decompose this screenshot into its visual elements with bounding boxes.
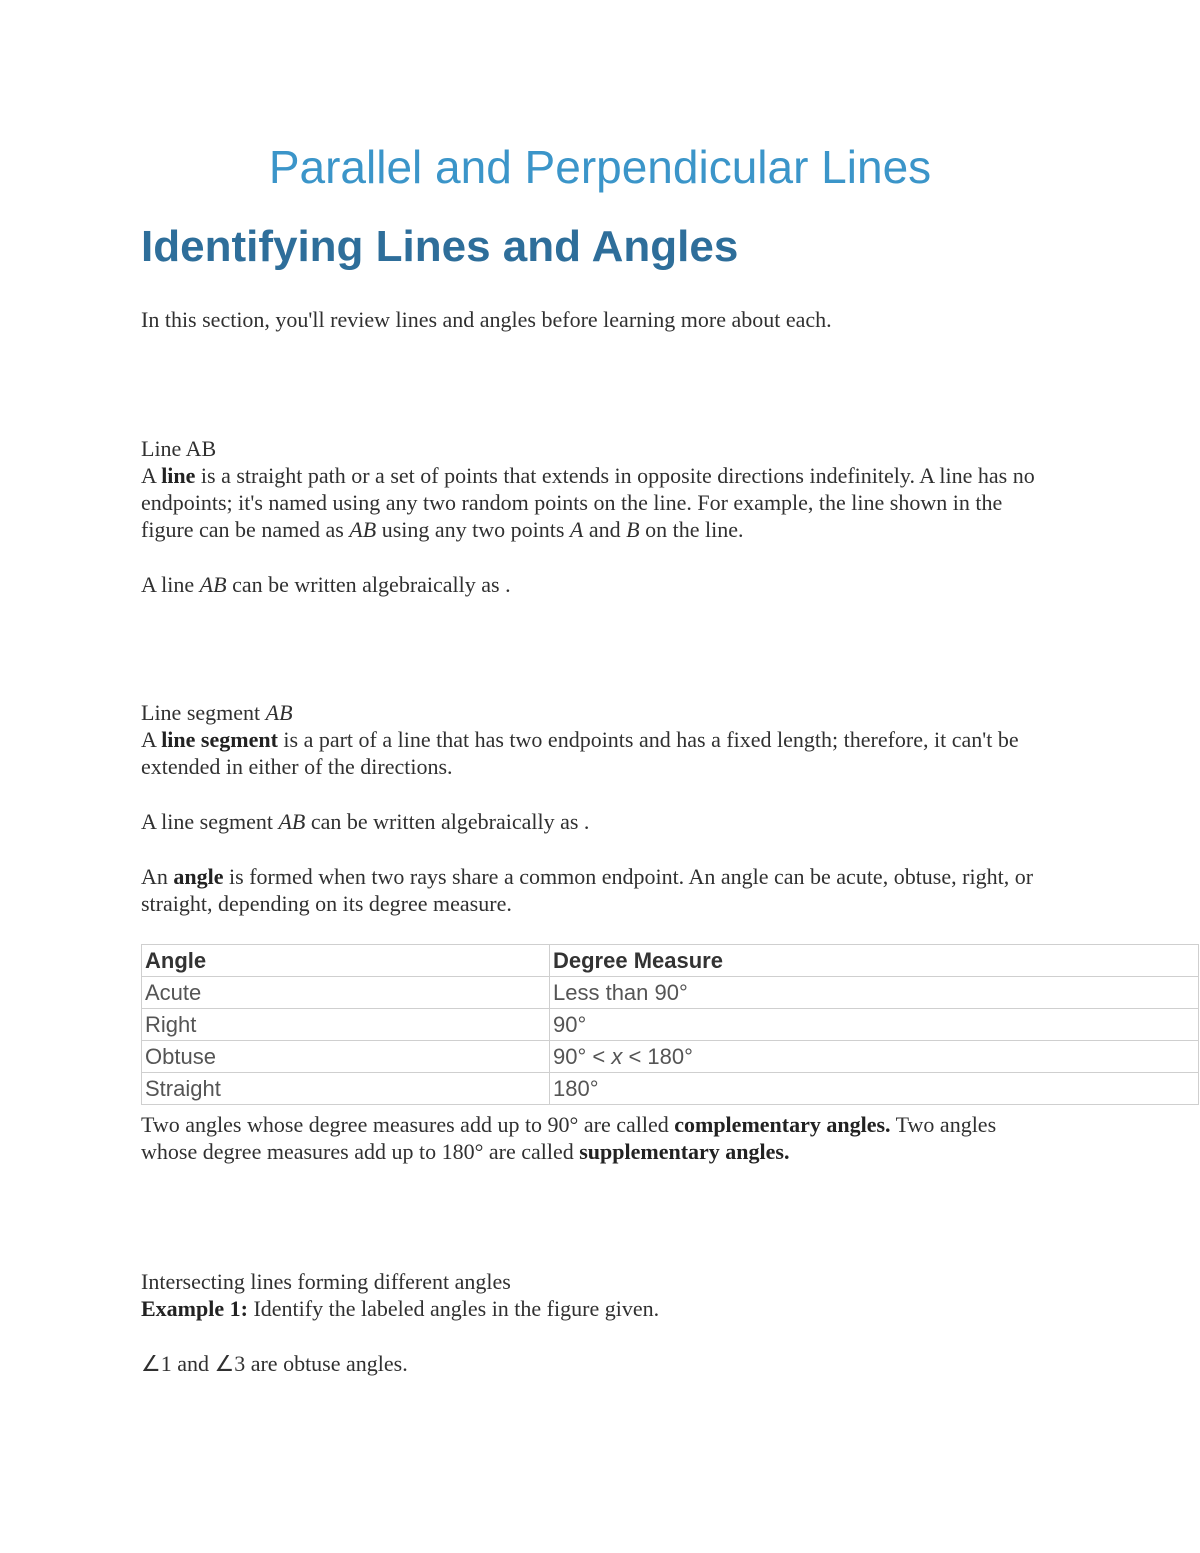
segment-notation: A line segment AB can be written algebraically as . (141, 809, 590, 834)
cell-angle: Straight (142, 1073, 550, 1105)
document-title: Parallel and Perpendicular Lines (268, 141, 932, 193)
example-1: Example 1: Identify the labeled angles in the figure given. (141, 1296, 660, 1321)
cell-measure: 90° < x < 180° (550, 1041, 1199, 1073)
cell-measure: 90° (550, 1009, 1199, 1041)
table-row (142, 1041, 1199, 1073)
table-row (142, 1009, 1199, 1041)
cell-angle: Obtuse (142, 1041, 550, 1073)
cell-measure: Less than 90° (550, 977, 1199, 1009)
section-heading: Identifying Lines and Angles (141, 222, 739, 271)
cell-angle: Right (142, 1009, 550, 1041)
table-header-row (142, 945, 1199, 977)
cell-measure: 180° (550, 1073, 1199, 1105)
segment-definition: A line segment is a part of a line that has two endpoints and has a fixed length; therefore, it can't be extended in either of the directions. (141, 727, 1019, 779)
intersect-caption: Intersecting lines forming different angles (141, 1269, 511, 1294)
line-notation: A line AB can be written algebraically as . (141, 572, 511, 597)
angle-definition: An angle is formed when two rays share a common endpoint. An angle can be acute, obtuse, right, or straight, depending on its degree measure. (141, 864, 1034, 916)
line-caption: Line AB (141, 436, 217, 461)
cell-angle: Acute (142, 977, 550, 1009)
complementary-paragraph: Two angles whose degree measures add up to 90° are called complementary angles. Two angles whose degree measures add up to 180° are called supplementary angles. (141, 1112, 997, 1164)
intro-paragraph: In this section, you'll review lines and angles before learning more about each. (141, 307, 832, 332)
line-definition: A line is a straight path or a set of points that extends in opposite directions indefinitely. A line has no endpoints; it's named using any two random points on the line. For example, the line shown in the figure can be named as AB using any two points A and B on the line. (141, 463, 1035, 542)
header-degree-measure: Degree Measure (550, 945, 1199, 977)
segment-caption: Line segment AB (141, 700, 293, 725)
angle-table (141, 944, 1199, 1105)
example-1-answer: ∠1 and ∠3 are obtuse angles. (141, 1351, 408, 1376)
header-angle: Angle (142, 945, 550, 977)
table-row (142, 977, 1199, 1009)
table-row (142, 1073, 1199, 1105)
